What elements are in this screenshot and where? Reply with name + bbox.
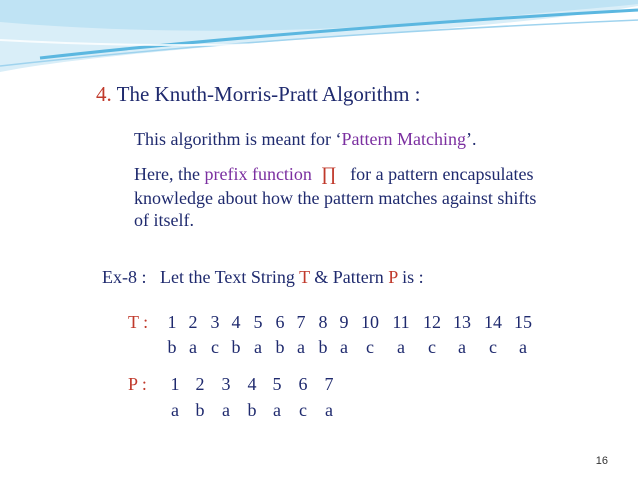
- text-char-15: a: [519, 337, 527, 357]
- text-index-12: 12: [423, 312, 441, 332]
- pattern-index-3: 3: [221, 374, 231, 394]
- example-line: [102, 267, 424, 288]
- text-index-4: 4: [231, 312, 241, 332]
- pattern-index-4: 4: [247, 374, 257, 394]
- example-mid: & Pattern: [309, 267, 389, 287]
- pattern-index-5: 5: [272, 374, 282, 394]
- text-index-9: 9: [339, 312, 349, 332]
- para-pre: Here, the: [134, 164, 205, 184]
- pattern-char-4: b: [247, 400, 257, 420]
- pattern-index-2: 2: [195, 374, 205, 394]
- text-index-5: 5: [253, 312, 263, 332]
- header-swoosh-decoration: [0, 0, 638, 80]
- text-char-7: a: [297, 337, 305, 357]
- para-post: for a pattern encapsulates knowledge about how the pattern matches against shifts of itself.: [134, 164, 537, 230]
- text-char-14: c: [489, 337, 497, 357]
- text-index-11: 11: [392, 312, 410, 332]
- text-char-10: c: [366, 337, 374, 357]
- text-index-7: 7: [296, 312, 306, 332]
- text-symbol: T: [299, 267, 310, 287]
- pattern-char-6: c: [299, 400, 307, 420]
- pattern-char-3: a: [222, 400, 230, 420]
- text-char-2: a: [189, 337, 197, 357]
- prefix-function-paragraph: [134, 163, 554, 232]
- title-number: 4.: [96, 82, 112, 106]
- text-char-1: b: [167, 337, 177, 357]
- text-char-5: a: [254, 337, 262, 357]
- text-index-13: 13: [453, 312, 471, 332]
- text-index-2: 2: [188, 312, 198, 332]
- pattern-matching-term: Pattern Matching: [341, 129, 466, 149]
- pattern-symbol: P: [388, 267, 398, 287]
- text-index-15: 15: [514, 312, 532, 332]
- example-label: Ex-8 :: [102, 267, 147, 287]
- page-number: 16: [595, 455, 608, 467]
- text-string-label: T :: [128, 312, 149, 332]
- text-char-9: a: [340, 337, 348, 357]
- pattern-char-5: a: [273, 400, 281, 420]
- pattern-char-7: a: [325, 400, 333, 420]
- text-char-12: c: [428, 337, 436, 357]
- example-post: is :: [397, 267, 424, 287]
- intro-pre: This algorithm is meant for ‘: [134, 129, 342, 149]
- text-index-10: 10: [361, 312, 379, 332]
- text-char-6: b: [275, 337, 285, 357]
- text-char-4: b: [231, 337, 241, 357]
- intro-line: [134, 129, 476, 150]
- pi-symbol: ∏: [320, 164, 337, 185]
- pattern-index-1: 1: [170, 374, 180, 394]
- text-char-11: a: [397, 337, 405, 357]
- text-char-3: c: [211, 337, 219, 357]
- text-index-6: 6: [275, 312, 285, 332]
- pattern-char-2: b: [195, 400, 205, 420]
- example-pre: Let the Text String: [160, 267, 300, 287]
- intro-post: ’.: [465, 129, 477, 149]
- text-index-8: 8: [318, 312, 328, 332]
- text-index-14: 14: [484, 312, 502, 332]
- text-char-13: a: [458, 337, 466, 357]
- title-text: The Knuth-Morris-Pratt Algorithm :: [116, 82, 421, 106]
- prefix-function-term: prefix function: [204, 164, 312, 184]
- pattern-char-1: a: [171, 400, 179, 420]
- pattern-index-6: 6: [298, 374, 308, 394]
- text-index-3: 3: [210, 312, 220, 332]
- text-char-8: b: [318, 337, 328, 357]
- pattern-index-7: 7: [324, 374, 334, 394]
- pattern-label: P :: [128, 374, 147, 394]
- slide-title: [96, 82, 421, 107]
- text-index-1: 1: [167, 312, 177, 332]
